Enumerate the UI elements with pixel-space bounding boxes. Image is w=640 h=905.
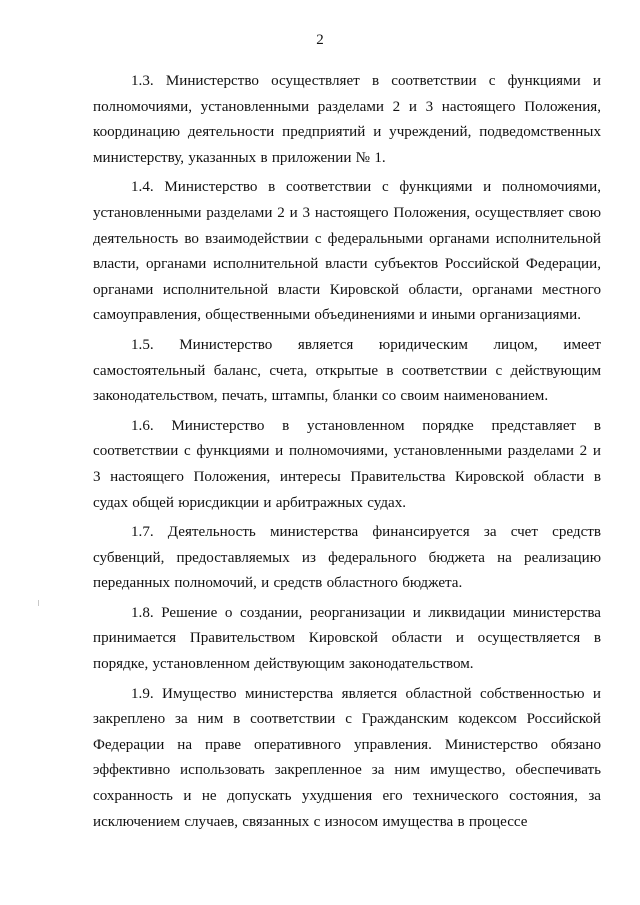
document-body [93, 69, 601, 839]
page-number: 2 [316, 32, 324, 48]
paragraph-1-4: 1.4. Министерство в соответствии с функциями и полномочиями, установленными разделами 2 и 3 настоящего Положения, осуществляет свою деятельность во взаимодействии с федеральными органами исполнительной власти, органами исполнительной власти субъектов Российской Федерации, органами исполнительной власти Кировской области, органами местного самоуправления, общественными объединениями и иными организациями. [93, 179, 601, 324]
paragraph-1-9: 1.9. Имущество министерства является областной собственностью и закреплено за ним в соответствии с Гражданским кодексом Российской Федерации на праве оперативного управления. Министерство обязано эффективно использовать закрепленное за ним имущество, обеспечивать сохранность и не допускать ухудшения его технического состояния, за исключением случаев, связанных с износом имущества в процессе [93, 685, 601, 830]
paragraph-1-6: 1.6. Министерство в установленном порядке представляет в соответствии с функциями и полномочиями, установленными разделами 2 и 3 настоящего Положения, интересы Правительства Кировской области в судах общей юрисдикции и арбитражных судах. [93, 417, 601, 511]
paragraph-1-5: 1.5. Министерство является юридическим лицом, имеет самостоятельный баланс, счета, открытые в соответствии с действующим законодательством, печать, штампы, бланки со своим наименованием. [93, 336, 601, 405]
paragraph-1-7: 1.7. Деятельность министерства финансируется за счет средств субвенций, предоставляемых из федерального бюджета на реализацию переданных полномочий, и средств областного бюджета. [93, 524, 601, 592]
paragraph-1-8: 1.8. Решение о создании, реорганизации и ликвидации министерства принимается Правительством Кировской области и осуществляется в порядке, установленном действующим законодательством. [93, 604, 601, 673]
paragraph-1-3: 1.3. Министерство осуществляет в соответствии с функциями и полномочиями, установленными разделами 2 и 3 настоящего Положения, координацию деятельности предприятий и учреждений, подведомственных министерству, указанных в приложении № 1. [93, 73, 601, 166]
scan-margin-mark [38, 600, 39, 606]
